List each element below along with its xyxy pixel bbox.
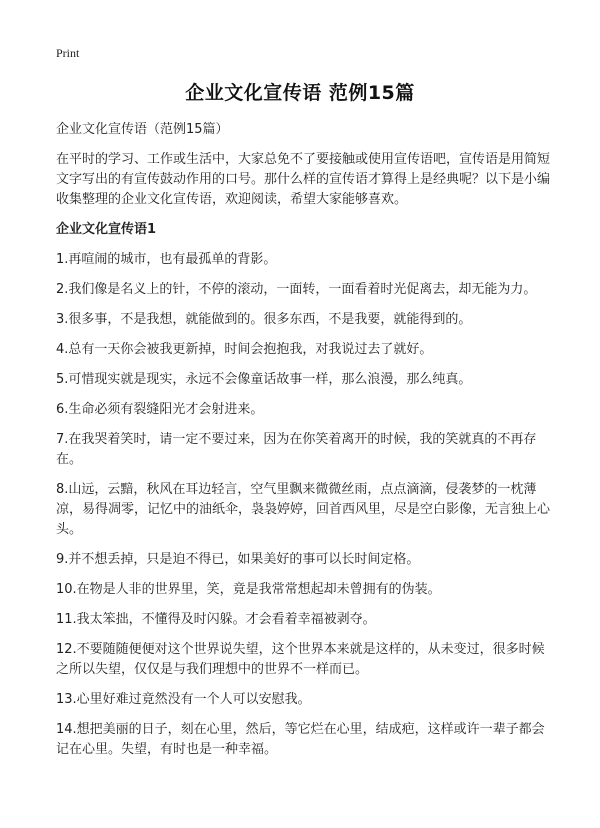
list-item: 5.可惜现实就是现实，永远不会像童话故事一样，那么浪漫，那么纯真。: [56, 372, 472, 387]
list-item: 9.并不想丢掉，只是迫不得已，如果美好的事可以长时间定格。: [56, 552, 420, 567]
page-title: 企业文化宣传语 范例15篇: [185, 82, 415, 104]
list-item: 10.在物是人非的世界里，笑，竟是我常常想起却未曾拥有的伪装。: [56, 582, 441, 597]
list-item: 4.总有一天你会被我更新掉，时间会抱抱我，对我说过去了就好。: [56, 342, 433, 357]
print-link[interactable]: Print: [56, 46, 80, 60]
list-item: 11.我太笨拙，不懂得及时闪躲。才会看着幸福被剥夺。: [56, 612, 376, 627]
list-item: 12.不要随随便便对这个世界说失望，这个世界本来就是这样的，从未变过，很多时候之所以失望，仅仅是与我们理想中的世界不一样而已。: [56, 642, 545, 677]
article-subtitle: 企业文化宣传语（范例15篇）: [56, 122, 229, 137]
list-item: 3.很多事，不是我想，就能做到的。很多东西，不是我要，就能得到的。: [56, 312, 472, 327]
list-item: 14.想把美丽的日子，刻在心里，然后，等它烂在心里，结成疤，这样或许一辈子都会记在心里。失望，有时也是一种幸福。: [56, 722, 545, 757]
list-item: 7.在我哭着笑时，请一定不要过来，因为在你笑着离开的时候，我的笑就真的不再存在。: [56, 432, 537, 467]
article-body: [56, 120, 554, 770]
section-heading: 企业文化宣传语1: [56, 222, 157, 237]
list-item: 1.再喧闹的城市，也有最孤单的背影。: [56, 252, 277, 267]
list-item: 13.心里好难过竟然没有一个人可以安慰我。: [56, 692, 311, 707]
list-item: 8.山远，云黯，秋风在耳边轻言，空气里飘来微微丝雨，点点滴滴，侵袭梦的一枕薄凉，易得凋零，记忆中的油纸伞，袅袅婷婷，回首西风里，尽是空白影像，无言独上心头。: [56, 482, 551, 537]
intro-paragraph: 在平时的学习、工作或生活中，大家总免不了要接触或使用宣传语吧，宣传语是用简短文字写出的有宣传鼓动作用的口号。那什么样的宣传语才算得上是经典呢？以下是小编收集整理的企业文化宣传语，欢迎阅读，希望大家能够喜欢。: [56, 152, 551, 207]
list-item: 6.生命必须有裂缝阳光才会射进来。: [56, 402, 264, 417]
list-item: 2.我们像是名义上的针，不停的滚动，一面转，一面看着时光促离去，却无能为力。: [56, 282, 537, 297]
